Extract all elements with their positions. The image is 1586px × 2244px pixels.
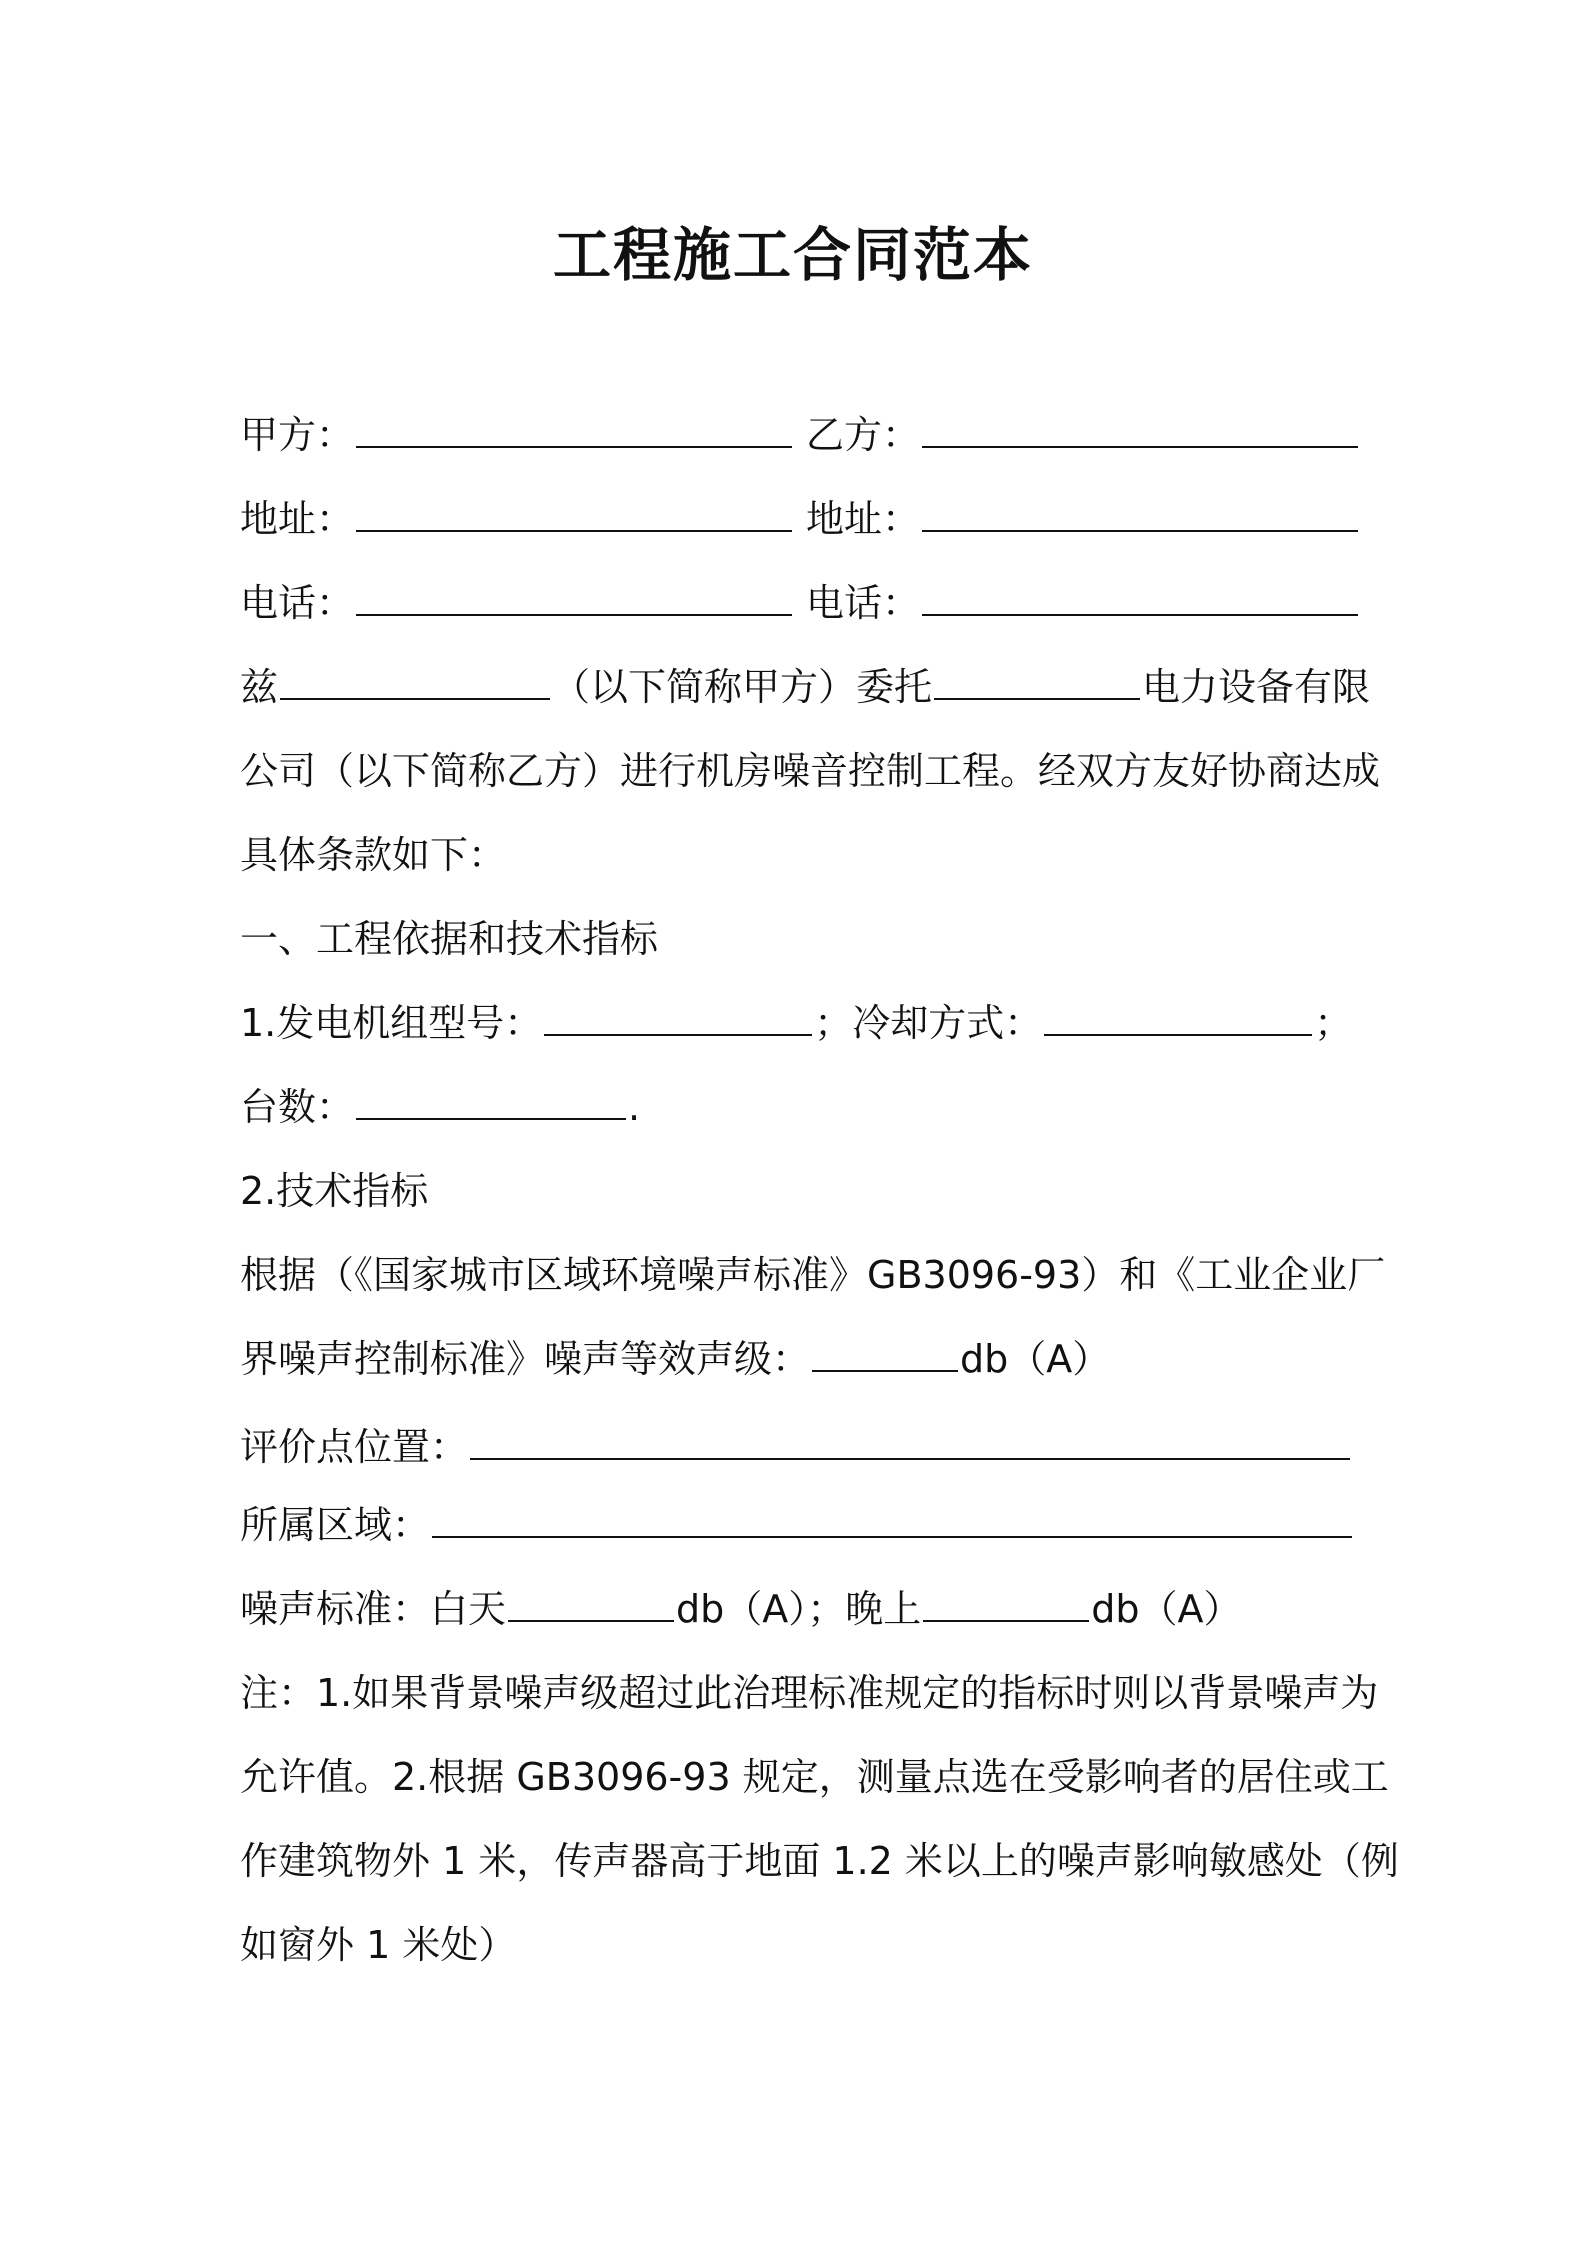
phone-a-blank bbox=[356, 578, 792, 616]
phone-b-blank bbox=[922, 578, 1358, 616]
basis-line-2 bbox=[240, 1334, 1350, 1384]
intro-line-1 bbox=[240, 662, 1371, 712]
noise-standard-line bbox=[240, 1584, 1350, 1634]
party-b bbox=[806, 410, 1360, 460]
intro-line-2: 公司（以下简称乙方）进行机房噪音控制工程。经双方友好协商达成 bbox=[240, 749, 1381, 793]
units-label: 台数： bbox=[240, 1085, 355, 1129]
address-a-label: 地址： bbox=[240, 497, 355, 541]
night-standard-blank bbox=[923, 1584, 1089, 1622]
eval-point-label: 评价点位置： bbox=[240, 1425, 469, 1469]
generator-model-blank bbox=[544, 998, 812, 1036]
units-blank bbox=[356, 1082, 626, 1120]
night-standard-unit: db（A） bbox=[1091, 1587, 1242, 1631]
note-line-3: 作建筑物外 1 米，传声器高于地面 1.2 米以上的噪声影响敏感处（例 bbox=[240, 1839, 1399, 1883]
eval-point-line bbox=[240, 1422, 1350, 1472]
address-b-label: 地址： bbox=[806, 497, 921, 541]
address-b-blank bbox=[922, 494, 1358, 532]
address-b bbox=[806, 494, 1360, 544]
address-a-blank bbox=[356, 494, 792, 532]
client-name-blank bbox=[280, 662, 550, 700]
cooling-method-blank bbox=[1044, 998, 1312, 1036]
night-standard-label: db（A）；晚上 bbox=[676, 1587, 922, 1631]
basis-line-1: 根据（《国家城市区域环境噪声标准》GB3096-93）和《工业企业厂 bbox=[240, 1253, 1386, 1297]
company-name-blank bbox=[934, 662, 1140, 700]
intro-mid: （以下简称甲方）委托 bbox=[552, 665, 933, 709]
party-a bbox=[240, 410, 794, 460]
equivalent-level-unit: db（A） bbox=[960, 1337, 1111, 1381]
party-b-blank bbox=[922, 410, 1358, 448]
note-line-1: 注：1.如果背景噪声级超过此治理标准规定的指标时则以背景噪声为 bbox=[240, 1671, 1379, 1715]
intro-prefix: 兹 bbox=[240, 665, 279, 709]
area-blank bbox=[432, 1500, 1352, 1538]
cooling-method-label: ；冷却方式： bbox=[814, 1001, 1043, 1045]
phone-a bbox=[240, 578, 794, 628]
generator-model-label: 1.发电机组型号： bbox=[240, 1001, 543, 1045]
generator-line bbox=[240, 998, 1353, 1048]
item-2-heading: 2.技术指标 bbox=[240, 1169, 429, 1213]
party-b-label: 乙方： bbox=[806, 413, 921, 457]
party-a-blank bbox=[356, 410, 792, 448]
note-line-2: 允许值。2.根据 GB3096-93 规定，测量点选在受影响者的居住或工 bbox=[240, 1755, 1389, 1799]
section-1-heading: 一、工程依据和技术指标 bbox=[240, 917, 659, 961]
intro-line-3: 具体条款如下： bbox=[240, 833, 507, 877]
equivalent-level-blank bbox=[812, 1334, 958, 1372]
area-label: 所属区域： bbox=[240, 1503, 431, 1547]
area-line bbox=[240, 1500, 1350, 1550]
address-a bbox=[240, 494, 794, 544]
equivalent-level-label: 界噪声控制标准》噪声等效声级： bbox=[240, 1337, 811, 1381]
generator-line-end: ； bbox=[1314, 1001, 1353, 1045]
units-line bbox=[240, 1082, 1350, 1132]
party-a-label: 甲方： bbox=[240, 413, 355, 457]
units-end: . bbox=[628, 1085, 641, 1129]
eval-point-blank bbox=[470, 1422, 1350, 1460]
day-standard-blank bbox=[508, 1584, 674, 1622]
intro-suffix: 电力设备有限 bbox=[1142, 665, 1371, 709]
document-title: 工程施工合同范本 bbox=[552, 221, 1033, 289]
phone-a-label: 电话： bbox=[240, 581, 355, 625]
phone-b bbox=[806, 578, 1360, 628]
phone-b-label: 电话： bbox=[806, 581, 921, 625]
note-line-4: 如窗外 1 米处） bbox=[240, 1923, 517, 1967]
day-standard-label: 噪声标准：白天 bbox=[240, 1587, 507, 1631]
